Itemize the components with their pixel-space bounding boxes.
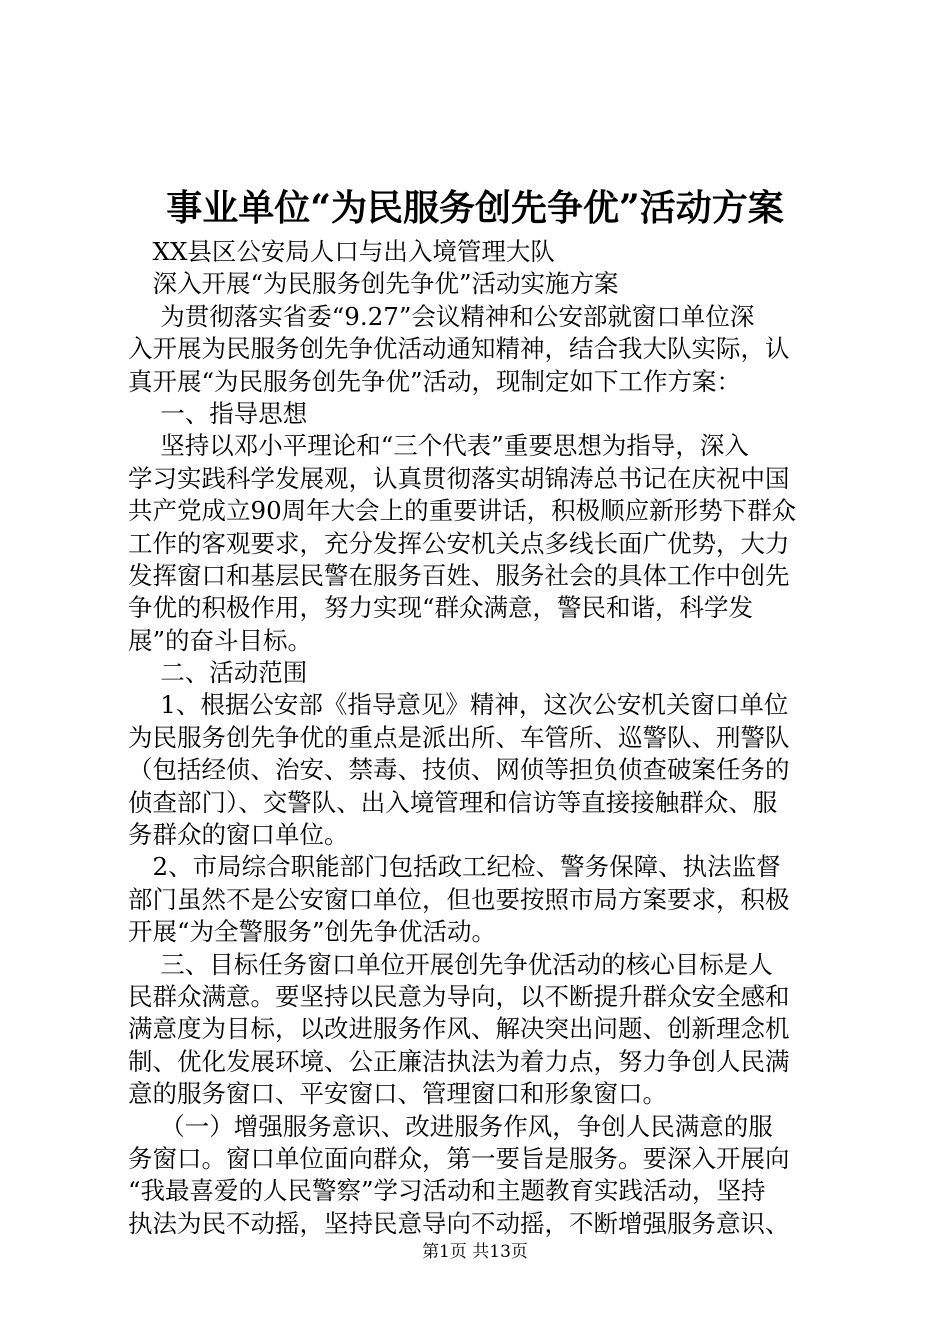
page-number-footer: 第1页 共13页 [422,1242,528,1262]
body-line: （一）增强服务意识、改进服务作风，争创人民满意的服 [128,1111,773,1141]
body-line: 满意度为目标，以改进服务作风、解决突出问题、创新理念机 [128,1014,790,1044]
body-line: “我最喜爱的人民警察”学习活动和主题教育实践活动，坚持 [128,1176,766,1206]
body-line: 三、目标任务窗口单位开展创先争优活动的核心目标是人 [128,949,773,979]
body-line: 执法为民不动摇，坚持民意导向不动摇，不断增强服务意识、 [128,1208,790,1238]
body-line: 部门虽然不是公安窗口单位，但也要按照市局方案要求，积极 [128,884,790,914]
body-line: 制、优化发展环境、公正廉洁执法为着力点，努力争创人民满 [128,1046,790,1076]
body-line: 展”的奋斗目标。 [128,625,313,655]
document-body [128,236,832,1240]
body-line: 1、根据公安部《指导意见》精神，这次公安机关窗口单位 [128,690,789,720]
body-line: 工作的客观要求，充分发挥公安机关点多线长面广优势，大力 [128,528,790,558]
body-line: 为贯彻落实省委“9.27”会议精神和公安部就窗口单位深 [128,301,755,331]
body-line: 侦查部门）、交警队、出入境管理和信访等直接接触群众、服 [128,787,778,817]
body-line: 务窗口。窗口单位面向群众，第一要旨是服务。要深入开展向 [128,1143,790,1173]
body-line: 务群众的窗口单位。 [128,820,349,850]
document-title: 事业单位“为民服务创先争优”活动方案 [166,187,784,229]
body-line: 为民服务创先争优的重点是派出所、车管所、巡警队、刑警队 [128,722,790,752]
body-line: 入开展为民服务创先争优活动通知精神，结合我大队实际，认 [128,334,790,364]
body-line: 共产党成立90周年大会上的重要讲话，积极顺应新形势下群众 [128,496,797,526]
body-line: 真开展“为民服务创先争优”活动，现制定如下工作方案： [128,366,742,396]
section-heading: 一、指导思想 [128,398,308,428]
body-line: 意的服务窗口、平安窗口、管理窗口和形象窗口。 [128,1079,667,1109]
body-line: 深入开展“为民服务创先争优”活动实施方案 [128,269,619,299]
body-line: 争优的积极作用，努力实现“群众满意，警民和谐，科学发 [128,593,754,623]
body-line: 坚持以邓小平理论和“三个代表”重要思想为指导，深入 [128,431,749,461]
section-heading: 二、活动范围 [128,658,308,688]
body-line: （包括经侦、治安、禁毒、技侦、网侦等担负侦查破案任务的 [128,755,790,785]
body-line: 2、市局综合职能部门包括政工纪检、警务保障、执法监督 [128,852,781,882]
body-line: 发挥窗口和基层民警在服务百姓、服务社会的具体工作中创先 [128,560,790,590]
body-line: 民群众满意。要坚持以民意为导向，以不断提升群众安全感和 [128,981,790,1011]
body-line: 学习实践科学发展观，认真贯彻落实胡锦涛总书记在庆祝中国 [128,463,790,493]
body-line: XX县区公安局人口与出入境管理大队 [128,237,555,266]
body-line: 开展“为全警服务”创先争优活动。 [128,917,497,947]
